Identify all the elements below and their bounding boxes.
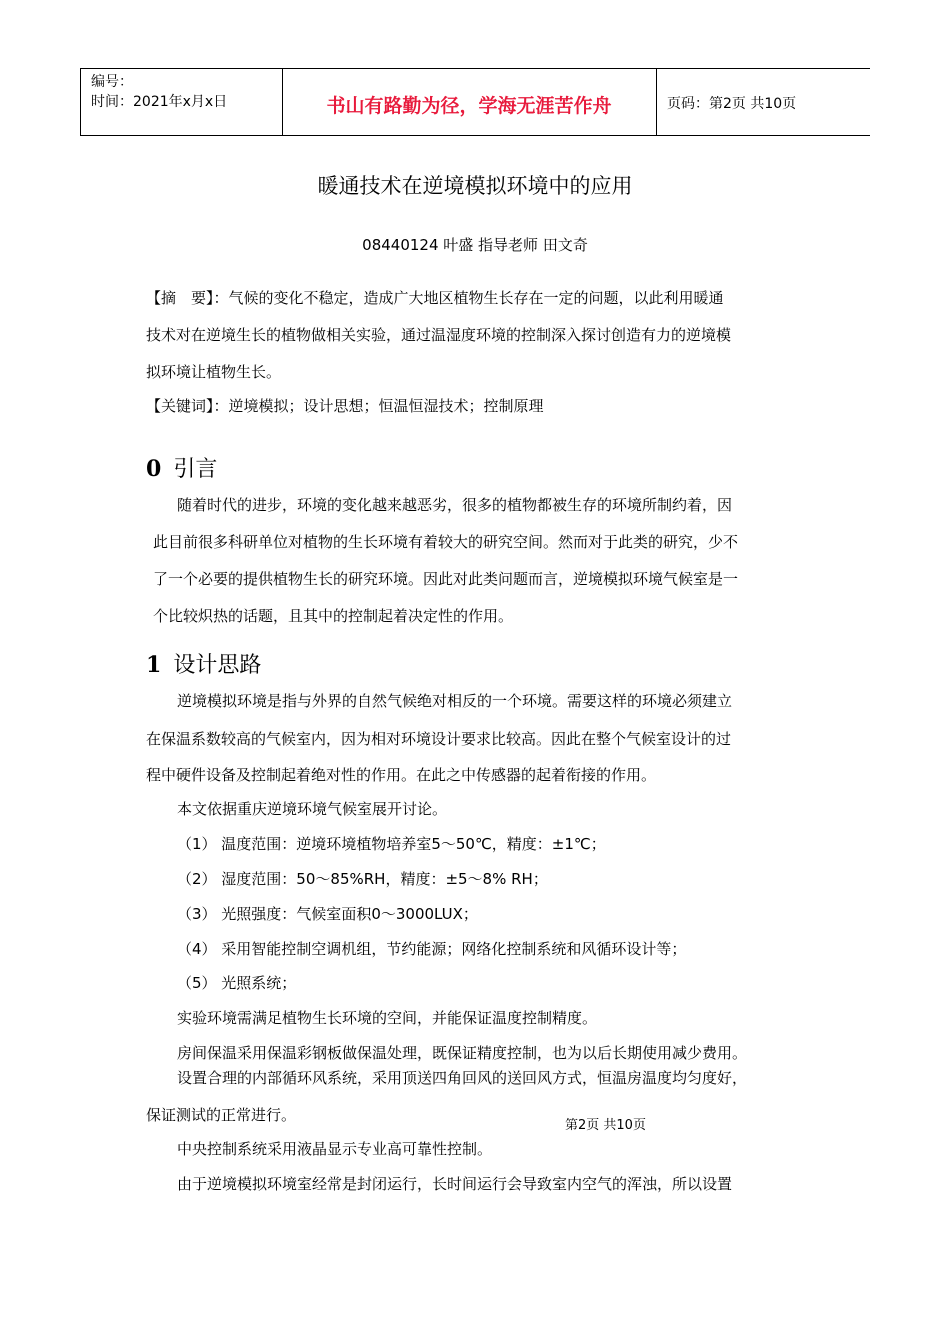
list-item: （3） 光照强度：气候室面积0～3000LUX；: [177, 905, 478, 923]
authors-line: 08440124 叶盛 指导老师 田文奇: [362, 236, 588, 254]
list-item: （5） 光照系统；: [177, 974, 297, 992]
list-item: （2） 湿度范围：50～85%RH，精度：±5～8% RH；: [177, 870, 548, 888]
header-right-cell: [657, 69, 869, 135]
abstract-line: 拟环境让植物生长。: [146, 363, 282, 381]
section-number: 0: [146, 456, 162, 482]
time-label: 时间：2021年x月x日: [91, 94, 228, 110]
paragraph-line: 房间保温采用保温彩钢板做保温处理，既保证精度控制，也为以后长期使用减少费用。: [177, 1044, 748, 1062]
paragraph-line: 个比较炽热的话题，且其中的控制起着决定性的作用。: [153, 607, 514, 625]
section-heading: [146, 648, 261, 679]
header-center-cell: [283, 69, 657, 135]
motto: 书山有路勤为径，学海无涯苦作舟: [326, 95, 612, 117]
document-title: 暖通技术在逆境模拟环境中的应用: [317, 174, 633, 198]
paragraph-line: 实验环境需满足植物生长环境的空间，并能保证温度控制精度。: [177, 1009, 598, 1027]
section-title: 设计思路: [173, 653, 262, 678]
paragraph-line: 设置合理的内部循环风系统，采用顶送四角回风的送回风方式，恒温房温度均匀度好，: [177, 1069, 748, 1087]
page-label: 页码：第2页 共10页: [667, 96, 797, 112]
paragraph-line: 在保温系数较高的气候室内，因为相对环境设计要求比较高。因此在整个气候室设计的过: [146, 730, 732, 748]
section-number: 1: [146, 652, 162, 678]
paragraph-line: 本文依据重庆逆境环境气候室展开讨论。: [177, 800, 448, 818]
list-item: （1） 温度范围：逆境环境植物培养室5～50℃，精度：±1℃；: [177, 835, 606, 853]
paragraph-line: 此目前很多科研单位对植物的生长环境有着较大的研究空间。然而对于此类的研究，少不: [153, 533, 739, 551]
paragraph-line: 了一个必要的提供植物生长的研究环境。因此对此类问题而言，逆境模拟环境气候室是一: [153, 570, 739, 588]
section-title: 引言: [173, 457, 218, 482]
header-left-cell: [81, 69, 283, 135]
number-label: 编号：: [91, 74, 133, 90]
header-table: [80, 68, 870, 136]
abstract-line: 技术对在逆境生长的植物做相关实验，通过温湿度环境的控制深入探讨创造有力的逆境模: [146, 326, 732, 344]
paragraph-line: 程中硬件设备及控制起着绝对性的作用。在此之中传感器的起着衔接的作用。: [146, 766, 657, 784]
paragraph-line: 中央控制系统采用液晶显示专业高可靠性控制。: [177, 1140, 493, 1158]
keywords-line: 【关键词】：逆境模拟；设计思想；恒温恒湿技术；控制原理: [146, 397, 544, 415]
paragraph-line: 随着时代的进步，环境的变化越来越恶劣，很多的植物都被生存的环境所制约着，因: [177, 496, 733, 514]
section-heading: [146, 452, 217, 483]
page-footer: 第2页 共10页: [565, 1118, 646, 1133]
abstract-line: 【摘 要】：气候的变化不稳定，造成广大地区植物生长存在一定的问题，以此利用暖通: [146, 289, 724, 307]
list-item: （4） 采用智能控制空调机组，节约能源；网络化控制系统和风循环设计等；: [177, 940, 687, 958]
paragraph-line: 逆境模拟环境是指与外界的自然气候绝对相反的一个环境。需要这样的环境必须建立: [177, 692, 733, 710]
paragraph-line: 保证测试的正常进行。: [146, 1106, 297, 1124]
paragraph-line: 由于逆境模拟环境室经常是封闭运行，长时间运行会导致室内空气的浑浊，所以设置: [177, 1175, 733, 1193]
